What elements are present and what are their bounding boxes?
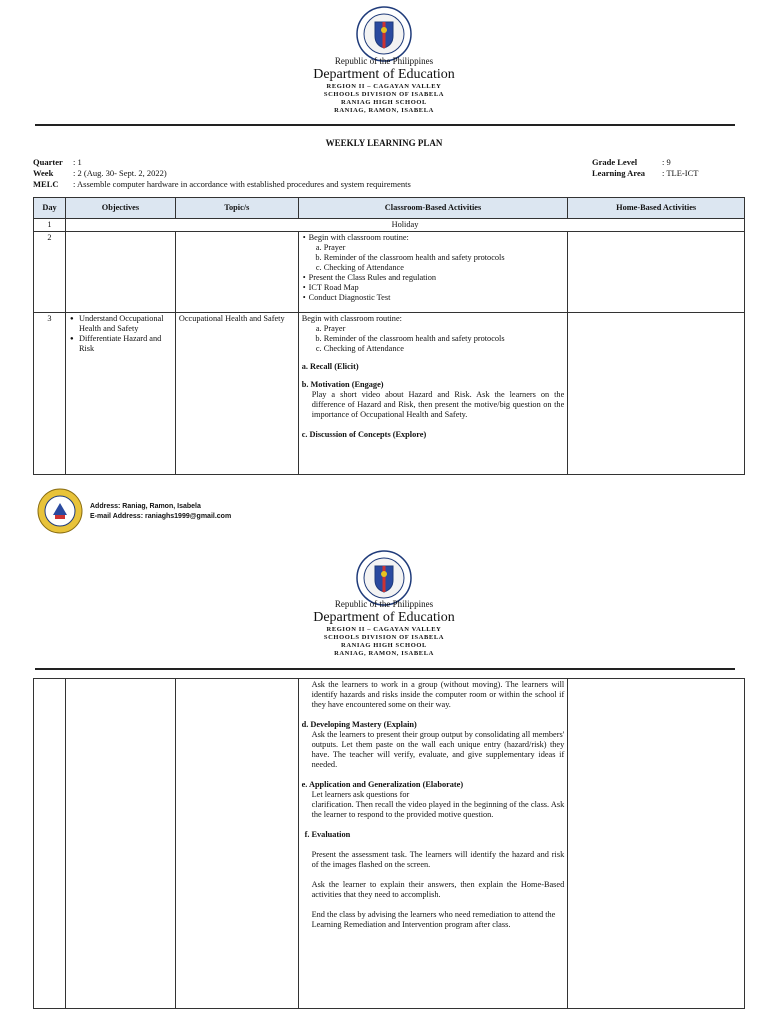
application-heading: e. Application and Generalization (Elaborate) — [301, 780, 464, 789]
routine-text: Begin with classroom routine: — [301, 314, 402, 323]
table-header-row — [34, 198, 745, 219]
melc-value: : Assemble computer hardware in accordance with established procedures and system requirements — [73, 179, 411, 189]
deped-seal-icon — [356, 6, 412, 62]
objectives-cell — [65, 679, 175, 1009]
header-division: SCHOOLS DIVISION OF ISABELA — [323, 634, 445, 641]
list-item: c. Checking of Attendance — [324, 263, 565, 273]
plan-info-left — [33, 157, 411, 190]
list-item: ICT Road Map — [308, 283, 359, 292]
objectives-cell — [65, 232, 175, 313]
col-header-day: Day — [34, 198, 66, 219]
application-text: Let learners ask questions for — [311, 790, 410, 799]
learning-plan-table — [33, 197, 745, 475]
deped-seal-icon — [356, 550, 412, 606]
header-rule — [35, 668, 735, 670]
grade-value: : 9 — [662, 157, 671, 167]
day-cell — [34, 679, 66, 1009]
header-region: REGION II – CAGAYAN VALLEY — [326, 83, 442, 90]
footer-address: Address: Raniag, Ramon, Isabela — [90, 503, 201, 510]
classroom-activities-cell — [298, 232, 568, 313]
evaluation-text: Present the assessment task. The learners will identify the hazard and risk of the images flashed on the screen. — [311, 850, 565, 869]
evaluation-heading: f. Evaluation — [304, 830, 351, 839]
quarter-label: Quarter — [33, 157, 63, 167]
home-activities-cell — [568, 313, 745, 475]
objective-item: ● Differentiate Hazard and Risk — [79, 334, 172, 354]
objective-item: ● Understand Occupational Health and Safety — [79, 314, 172, 334]
list-item: • Begin with classroom routine: — [310, 233, 565, 243]
topics-cell — [175, 679, 298, 1009]
area-value: : TLE-ICT — [662, 168, 699, 178]
day-cell: 2 — [34, 232, 66, 313]
topics-cell — [175, 232, 298, 313]
week-value: : 2 (Aug. 30- Sept. 2, 2022) — [73, 168, 167, 178]
col-header-home-activities: Home-Based Activities — [568, 198, 745, 219]
list-item: • Present the Class Rules and regulation — [310, 273, 565, 283]
page-title: WEEKLY LEARNING PLAN — [325, 138, 443, 148]
home-activities-cell — [568, 232, 745, 313]
header-school: RANIAG HIGH SCHOOL — [341, 642, 427, 649]
list-item: b. Reminder of the classroom health and safety protocols — [324, 334, 565, 344]
day-cell: 1 — [34, 219, 66, 232]
classroom-activities-cell — [298, 679, 568, 1009]
header-division: SCHOOLS DIVISION OF ISABELA — [323, 91, 445, 98]
table-row — [34, 232, 745, 313]
quarter-value: : 1 — [73, 157, 82, 167]
header-address: RANIAG, RAMON, ISABELA — [334, 107, 434, 114]
list-item: a. Prayer — [324, 243, 565, 253]
header-region: REGION II – CAGAYAN VALLEY — [326, 626, 442, 633]
motivation-text: Play a short video about Hazard and Risk. Ask the learners on the difference of Hazard and Risk, then present the motive/big question on the importance of Occupational Health and Safety. — [311, 390, 565, 419]
col-header-objectives: Objectives — [65, 198, 175, 219]
evaluation-text: End the class by advising the learners who need remediation to attend the Learning Remediation and Intervention program after class. — [311, 910, 556, 929]
objectives-cell — [65, 313, 175, 475]
grade-label: Grade Level — [592, 157, 638, 167]
melc-label: MELC — [33, 179, 59, 189]
mastery-heading: d. Developing Mastery (Explain) — [301, 720, 417, 729]
header-rule — [35, 124, 735, 126]
table-row — [34, 219, 745, 232]
footer-email: E-mail Address: raniaghs1999@gmail.com — [90, 513, 232, 520]
learning-plan-table-continued — [33, 678, 745, 1009]
area-label: Learning Area — [592, 168, 645, 178]
home-activities-cell — [568, 679, 745, 1009]
mastery-text: Ask the learners to present their group output by consolidating all members' outputs. Let them paste on the wall each unique entry (hazard/risk) they have. The teacher will verify, evaluate, and give supplementary ideas if needed. — [311, 730, 565, 769]
discussion-heading: c. Discussion of Concepts (Explore) — [301, 430, 427, 439]
header-republic: Republic of the Philippines — [334, 56, 434, 66]
plan-info-right — [592, 157, 698, 179]
header-department: Department of Education — [313, 67, 455, 82]
header-address: RANIAG, RAMON, ISABELA — [334, 650, 434, 657]
holiday-cell: Holiday — [65, 219, 744, 232]
motivation-heading: b. Motivation (Engage) — [301, 380, 384, 389]
topics-cell: Occupational Health and Safety — [175, 313, 298, 475]
page-footer — [37, 488, 735, 536]
table-row — [34, 679, 745, 1009]
list-item: c. Checking of Attendance — [324, 344, 565, 354]
recall-heading: a. Recall (Elicit) — [301, 362, 359, 371]
header-republic: Republic of the Philippines — [334, 599, 434, 609]
application-text: clarification. Then recall the video played in the beginning of the class. Ask the learner to respond to the provided motive question. — [311, 800, 565, 819]
day-cell: 3 — [34, 313, 66, 475]
list-item: a. Prayer — [324, 324, 565, 334]
col-header-classroom-activities: Classroom-Based Activities — [298, 198, 568, 219]
header-school: RANIAG HIGH SCHOOL — [341, 99, 427, 106]
table-row — [34, 313, 745, 475]
classroom-activities-cell — [298, 313, 568, 475]
list-item: b. Reminder of the classroom health and safety protocols — [324, 253, 565, 263]
school-logo-icon — [37, 488, 83, 534]
header-department: Department of Education — [313, 610, 455, 625]
list-item: • Conduct Diagnostic Test — [310, 293, 565, 303]
col-header-topics: Topic/s — [175, 198, 298, 219]
evaluation-text: Ask the learner to explain their answers, then explain the Home-Based activities that they need to accomplish. — [311, 880, 565, 899]
group-activity-text: Ask the learners to work in a group (without moving). The learners will identify hazards and risks inside the computer room or within the school if they have encountered some on their way. — [311, 680, 565, 709]
week-label: Week — [33, 168, 54, 178]
